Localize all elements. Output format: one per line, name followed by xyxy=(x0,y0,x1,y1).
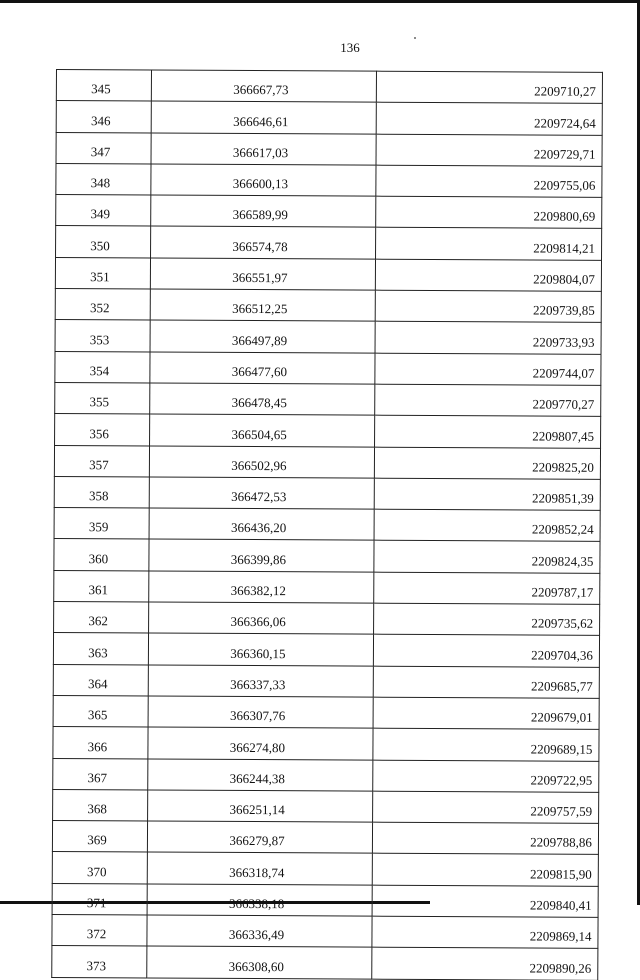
y-coordinate-cell: 2209800,69 xyxy=(376,196,602,228)
point-number-cell: 364 xyxy=(53,664,148,696)
page-number: 136 xyxy=(340,40,360,55)
point-number-cell: 362 xyxy=(54,602,149,634)
table-row xyxy=(53,664,599,698)
point-number-cell: 368 xyxy=(53,789,148,821)
y-coordinate-cell: 2209689,15 xyxy=(373,728,599,760)
x-coordinate-cell: 366551,97 xyxy=(150,258,375,290)
point-number-cell: 355 xyxy=(55,382,150,414)
point-number-cell: 351 xyxy=(55,257,150,289)
y-coordinate-cell: 2209685,77 xyxy=(373,666,599,698)
x-coordinate-cell: 366251,14 xyxy=(148,790,373,822)
table-row xyxy=(54,539,600,573)
table-row xyxy=(54,445,600,479)
x-coordinate-cell: 366366,06 xyxy=(149,602,374,634)
point-number-cell: 372 xyxy=(52,915,147,947)
table-row xyxy=(54,602,600,636)
y-coordinate-cell: 2209890,26 xyxy=(372,947,598,979)
y-coordinate-cell: 2209770,27 xyxy=(375,384,601,416)
y-coordinate-cell: 2209729,71 xyxy=(376,134,602,166)
y-coordinate-cell: 2209825,20 xyxy=(374,447,600,479)
x-coordinate-cell: 366502,96 xyxy=(149,446,374,478)
x-coordinate-cell: 366497,89 xyxy=(150,320,375,352)
table-row xyxy=(56,226,602,260)
scan-speck xyxy=(414,37,416,39)
point-number-cell: 346 xyxy=(56,101,151,133)
x-coordinate-cell: 366504,65 xyxy=(150,414,375,446)
table-row xyxy=(52,915,598,949)
table-row xyxy=(55,257,601,291)
table-row xyxy=(55,414,601,448)
point-number-cell: 371 xyxy=(52,883,147,915)
x-coordinate-cell: 366337,33 xyxy=(148,665,373,697)
x-coordinate-cell: 366436,20 xyxy=(149,508,374,540)
x-coordinate-cell: 366274,80 xyxy=(148,727,373,759)
x-coordinate-cell: 366617,03 xyxy=(151,133,376,165)
x-coordinate-cell: 366667,73 xyxy=(151,70,376,102)
y-coordinate-cell: 2209852,24 xyxy=(374,509,600,541)
y-coordinate-cell: 2209788,86 xyxy=(372,822,598,854)
y-coordinate-cell: 2209824,35 xyxy=(374,541,600,573)
point-number-cell: 360 xyxy=(54,539,149,571)
point-number-cell: 366 xyxy=(53,727,148,759)
point-number-cell: 363 xyxy=(53,633,148,665)
table-row xyxy=(56,101,602,135)
x-coordinate-cell: 366646,61 xyxy=(151,101,376,133)
table-row xyxy=(55,320,601,354)
table-row xyxy=(55,289,601,323)
x-coordinate-cell: 366600,13 xyxy=(151,164,376,196)
y-coordinate-cell: 2209757,59 xyxy=(373,791,599,823)
table-row xyxy=(52,852,598,886)
point-number-cell: 347 xyxy=(56,132,151,164)
point-number-cell: 352 xyxy=(55,289,150,321)
table-row xyxy=(52,883,598,917)
table-row xyxy=(54,508,600,542)
table-row xyxy=(55,382,601,416)
y-coordinate-cell: 2209755,06 xyxy=(376,165,602,197)
table-row xyxy=(52,946,598,980)
x-coordinate-cell: 366338,18 xyxy=(147,884,372,916)
point-number-cell: 349 xyxy=(56,195,151,227)
x-coordinate-cell: 366478,45 xyxy=(150,383,375,415)
y-coordinate-cell: 2209804,07 xyxy=(375,259,601,291)
y-coordinate-cell: 2209787,17 xyxy=(374,572,600,604)
point-number-cell: 357 xyxy=(54,445,149,477)
point-number-cell: 370 xyxy=(52,852,147,884)
x-coordinate-cell: 366589,99 xyxy=(151,195,376,227)
table-row xyxy=(56,163,602,197)
y-coordinate-cell: 2209739,85 xyxy=(375,290,601,322)
x-coordinate-cell: 366574,78 xyxy=(151,226,376,258)
x-coordinate-cell: 366472,53 xyxy=(149,477,374,509)
x-coordinate-cell: 366307,76 xyxy=(148,696,373,728)
x-coordinate-cell: 366512,25 xyxy=(150,289,375,321)
point-number-cell: 365 xyxy=(53,695,148,727)
y-coordinate-cell: 2209815,90 xyxy=(372,854,598,886)
point-number-cell: 358 xyxy=(54,476,149,508)
x-coordinate-cell: 366477,60 xyxy=(150,352,375,384)
y-coordinate-cell: 2209704,36 xyxy=(373,635,599,667)
y-coordinate-cell: 2209840,41 xyxy=(372,885,598,917)
point-number-cell: 367 xyxy=(53,758,148,790)
y-coordinate-cell: 2209724,64 xyxy=(376,102,602,134)
point-number-cell: 345 xyxy=(56,70,151,102)
table-row xyxy=(53,727,599,761)
table-row xyxy=(54,570,600,604)
y-coordinate-cell: 2209722,95 xyxy=(373,760,599,792)
point-number-cell: 353 xyxy=(55,320,150,352)
x-coordinate-cell: 366318,74 xyxy=(147,852,372,884)
x-coordinate-cell: 366336,49 xyxy=(147,915,372,947)
scan-edge-top xyxy=(0,0,640,3)
x-coordinate-cell: 366399,86 xyxy=(149,539,374,571)
point-number-cell: 356 xyxy=(55,414,150,446)
y-coordinate-cell: 2209710,27 xyxy=(376,71,602,103)
x-coordinate-cell: 366360,15 xyxy=(148,633,373,665)
y-coordinate-cell: 2209851,39 xyxy=(374,478,600,510)
y-coordinate-cell: 2209814,21 xyxy=(376,228,602,260)
x-coordinate-cell: 366382,12 xyxy=(149,571,374,603)
y-coordinate-cell: 2209733,93 xyxy=(375,322,601,354)
x-coordinate-cell: 366244,38 xyxy=(148,759,373,791)
point-number-cell: 354 xyxy=(55,351,150,383)
x-coordinate-cell: 366308,60 xyxy=(147,946,372,978)
point-number-cell: 369 xyxy=(52,821,147,853)
y-coordinate-cell: 2209807,45 xyxy=(375,415,601,447)
y-coordinate-cell: 2209869,14 xyxy=(372,916,598,948)
table-row xyxy=(56,132,602,166)
table-row xyxy=(55,351,601,385)
table-row xyxy=(53,789,599,823)
point-number-cell: 348 xyxy=(56,163,151,195)
coordinates-table-body xyxy=(52,70,603,980)
point-number-cell: 359 xyxy=(54,508,149,540)
y-coordinate-cell: 2209744,07 xyxy=(375,353,601,385)
y-coordinate-cell: 2209735,62 xyxy=(374,603,600,635)
coordinates-table xyxy=(51,69,603,980)
point-number-cell: 361 xyxy=(54,570,149,602)
table-row xyxy=(53,633,599,667)
table-row xyxy=(56,70,602,104)
y-coordinate-cell: 2209679,01 xyxy=(373,697,599,729)
table-row xyxy=(53,695,599,729)
point-number-cell: 373 xyxy=(52,946,147,978)
x-coordinate-cell: 366279,87 xyxy=(147,821,372,853)
table-row xyxy=(53,758,599,792)
point-number-cell: 350 xyxy=(56,226,151,258)
table-row xyxy=(52,821,598,855)
table-row xyxy=(56,195,602,229)
table-row xyxy=(54,476,600,510)
